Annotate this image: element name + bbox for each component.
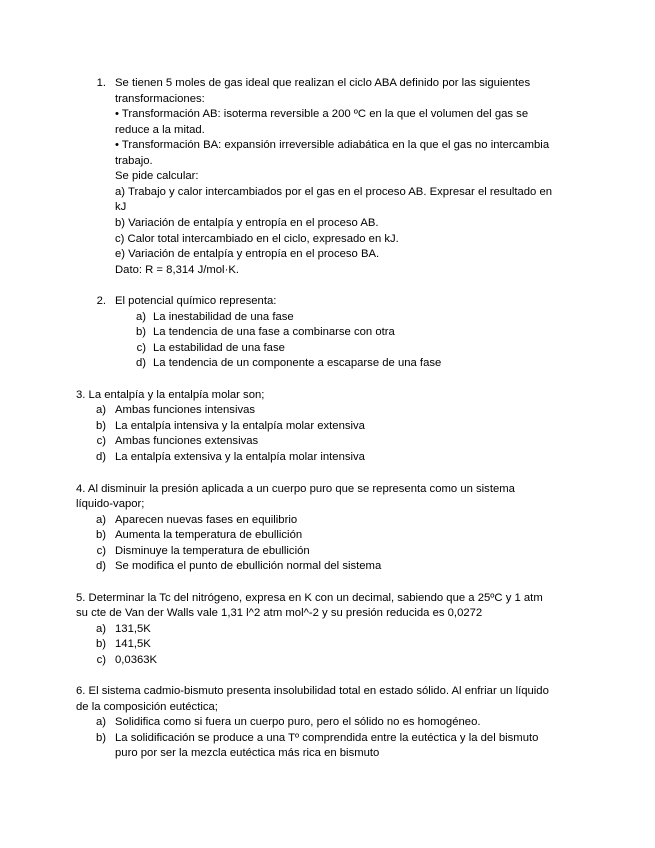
option-label: a) [95, 514, 106, 526]
question-number: 1. [96, 77, 106, 89]
question-text: 3. La entalpía y la entalpía molar son; [76, 389, 265, 401]
option-label: c) [136, 342, 146, 354]
option-label: c) [96, 435, 106, 447]
option-text: Se modifica el punto de ebullición normal del sistema [115, 560, 382, 572]
option-text: La tendencia de una fase a combinarse con otra [153, 326, 395, 338]
question-text-line: c) Calor total intercambiado en el ciclo, expresado en kJ. [115, 233, 399, 245]
question-text-line: kJ [115, 201, 127, 213]
question-text-line: su cte de Van der Walls vale 1,31 l^2 atm mol^-2 y su presión reducida es 0,0272 [76, 607, 483, 619]
option-text: La estabilidad de una fase [153, 342, 285, 354]
option-text: 141,5K [115, 638, 151, 650]
option-text: puro por ser la mezcla eutéctica más rica en bismuto [115, 747, 380, 759]
option-label: a) [135, 311, 146, 323]
question-text-line: 4. Al disminuir la presión aplicada a un cuerpo puro que se representa como un sistema [76, 483, 515, 495]
question-text-line: líquido-vapor; [76, 498, 145, 510]
question-text-line: a) Trabajo y calor intercambiados por el gas en el proceso AB. Expresar el resultado en [115, 186, 553, 198]
option-label: d) [135, 357, 146, 369]
option-text: La tendencia de un componente a escaparse de una fase [153, 357, 442, 369]
option-text: La solidificación se produce a una Tº comprendida entre la eutéctica y la del bismuto [115, 732, 539, 744]
option-text: Disminuye la temperatura de ebullición [115, 545, 310, 557]
question-text-line: transformaciones: [115, 93, 205, 105]
option-label: b) [95, 529, 106, 541]
option-label: a) [95, 716, 106, 728]
question-text-line: de la composición eutéctica; [76, 701, 218, 713]
question-text-line: Se pide calcular: [115, 170, 199, 182]
option-label: c) [96, 654, 106, 666]
question-text-line: • Transformación BA: expansión irreversible adiabática en la que el gas no intercambia [115, 139, 550, 151]
question-text-line: reduce a la mitad. [115, 124, 205, 136]
question-text-line: 5. Determinar la Tc del nitrógeno, expresa en K con un decimal, sabiendo que a 25ºC y 1 atm [76, 592, 543, 604]
option-text: Aparecen nuevas fases en equilibrio [115, 514, 298, 526]
question-text-line: trabajo. [115, 155, 153, 167]
option-text: Aumenta la temperatura de ebullición [115, 529, 303, 541]
question-text-line: Dato: R = 8,314 J/mol·K. [115, 264, 240, 276]
question-text-line: 6. El sistema cadmio-bismuto presenta insolubilidad total en estado sólido. Al enfriar un líquido [76, 685, 549, 697]
option-text: La inestabilidad de una fase [153, 311, 294, 323]
option-text: Solidifica como si fuera un cuerpo puro, pero el sólido no es homogéneo. [115, 716, 481, 728]
option-label: b) [95, 638, 106, 650]
question-number: 2. [96, 295, 106, 307]
option-label: c) [96, 545, 106, 557]
question-text: El potencial químico representa: [115, 295, 277, 307]
question-text-line: • Transformación AB: isoterma reversible a 200 ºC en la que el volumen del gas se [115, 108, 529, 120]
option-label: b) [135, 326, 146, 338]
option-text: 0,0363K [115, 654, 158, 666]
option-label: d) [95, 451, 106, 463]
question-text-line: Se tienen 5 moles de gas ideal que realizan el ciclo ABA definido por las siguientes [115, 77, 531, 89]
option-text: Ambas funciones intensivas [115, 404, 256, 416]
option-label: d) [95, 560, 106, 572]
option-label: a) [95, 404, 106, 416]
question-text-line: e) Variación de entalpía y entropía en el proceso BA. [115, 248, 380, 260]
option-label: a) [95, 623, 106, 635]
option-text: La entalpía extensiva y la entalpía molar intensiva [115, 451, 365, 463]
option-text: 131,5K [115, 623, 151, 635]
question-text-line: b) Variación de entalpía y entropía en el proceso AB. [115, 217, 379, 229]
option-text: Ambas funciones extensivas [115, 435, 259, 447]
option-label: b) [95, 420, 106, 432]
option-text: La entalpía intensiva y la entalpía molar extensiva [115, 420, 365, 432]
option-label: b) [95, 732, 106, 744]
